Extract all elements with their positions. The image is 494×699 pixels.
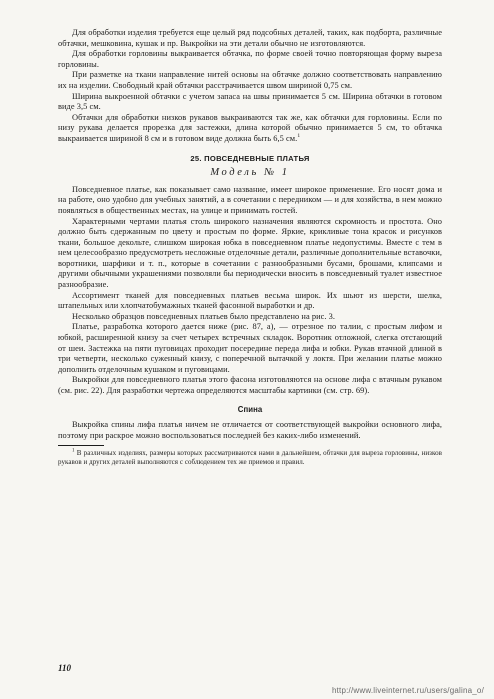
paragraph: Несколько образцов повседневных платьев было представлено на рис. 3. (72, 311, 336, 321)
paragraph: При разметке на ткани направление нитей основы на обтачке должно соответствовать направлению их на изделии. Свободный край обтачки расстрачивается швом шириной 0,75 см. (58, 70, 442, 90)
footnote-number: 1 (72, 449, 75, 455)
paragraph: Выкройки для повседневного платья этого фасона изготовляются на основе лифа с втачным рукавом (см. рис. 22). Для разработки чертежа определяются масштабы картинки (см. стр. 69). (58, 375, 442, 395)
paragraph: Повседневное платье, как показывает само название, имеет широкое применение. Его носят дома и на работе, оно удобно для учебных занятий, а в сочетании с передником — и для хозяйства, в нем можно появляться в общественных местах, на улице и принимать гостей. (58, 184, 442, 215)
footnote (58, 449, 442, 467)
paragraph: Платье, разработка которого дается ниже (рис. 87, а), — отрезное по талии, с простым лифом и юбкой, расширенной книзу за счет четырех встречных складок. Воротник отложной, слегка отстающий от шеи. Застежка на пяти пуговицах проходит посередине переда лифа и юбки. Рукав втачной длиной в три четверти, несколько суженный книзу, с поперечной вытачкой у локтя. При желании платье можно дополнить отделочным кушаком и пуговицами. (58, 322, 442, 374)
paragraph: Ширина выкроенной обтачки с учетом запаса на швы принимается 5 см. Ширина обтачки в готовом виде 3,5 см. (58, 91, 442, 112)
paragraph: Выкройка спины лифа платья ничем не отличается от соответствующей выкройки основного лифа, поэтому при раскрое можно воспользоваться последней без каких-либо изменений. (58, 420, 442, 440)
watermark-url: http://www.liveinternet.ru/users/galina_o/ (331, 686, 484, 695)
paragraph: Ассортимент тканей для повседневных платьев весьма широк. Их шьют из шерсти, шелка, штапельных или хлопчатобумажных тканей фасонной выработки и др. (58, 290, 442, 311)
page-number: 110 (58, 663, 72, 673)
sub-heading: Спина (237, 404, 263, 414)
footnote-mark: 1 (297, 133, 301, 140)
paragraph: Для обработки горловины выкраивается обтачка, по форме своей точно повторяющая форму выреза горловины. (58, 49, 442, 69)
paragraph: Для обработки изделия требуется еще целый ряд подсобных деталей, таких, как подборта, различные обтачки, мешковина, кушак и пр. Выкройки на эти детали обычно не изготовляются. (58, 28, 442, 48)
footnote-divider (58, 445, 104, 446)
paragraph-text: Обтачки для обработки низков рукавов выкраиваются так же, как обтачки для горловины. Если по низу рукава делается прорезка для застежки, длина которой обычно принимается 5 см, то обтачка выкраивается шириной 8 см и в готовом виде должна быть 6,5 см. (58, 112, 442, 143)
section-heading: 25. ПОВСЕДНЕВНЫЕ ПЛАТЬЯ (190, 153, 310, 163)
footnote-text: В различных изделиях, размеры которых рассматриваются нами в дальнейшем, обтачки для выреза горловины, низков рукавов и других деталей выполняются с соблюдением тех же приемов и правил. (58, 449, 442, 467)
paragraph-with-footnote (58, 113, 442, 145)
page-text (58, 28, 442, 467)
model-heading: Модель № 1 (210, 167, 290, 179)
paragraph: Характерными чертами платья столь широкого назначения являются скромность и простота. Оно должно быть сдержанным по цвету и простым по форме. Яркие, крикливые тона красок и рисунков ткани, большое декольте, слишком широкая юбка в повседневном платье недопустимы. Вместе с тем в нем целесообразно предусмотреть несложные отделочные детали, различные дополнительные вставочки, воротники, шарфики и т. п., которые в сочетании с разнообразными бусами, брошами, клипсами и другими обычными украшениями позволяли бы периодически вносить в повседневный туалет известное разнообразие. (58, 216, 442, 290)
